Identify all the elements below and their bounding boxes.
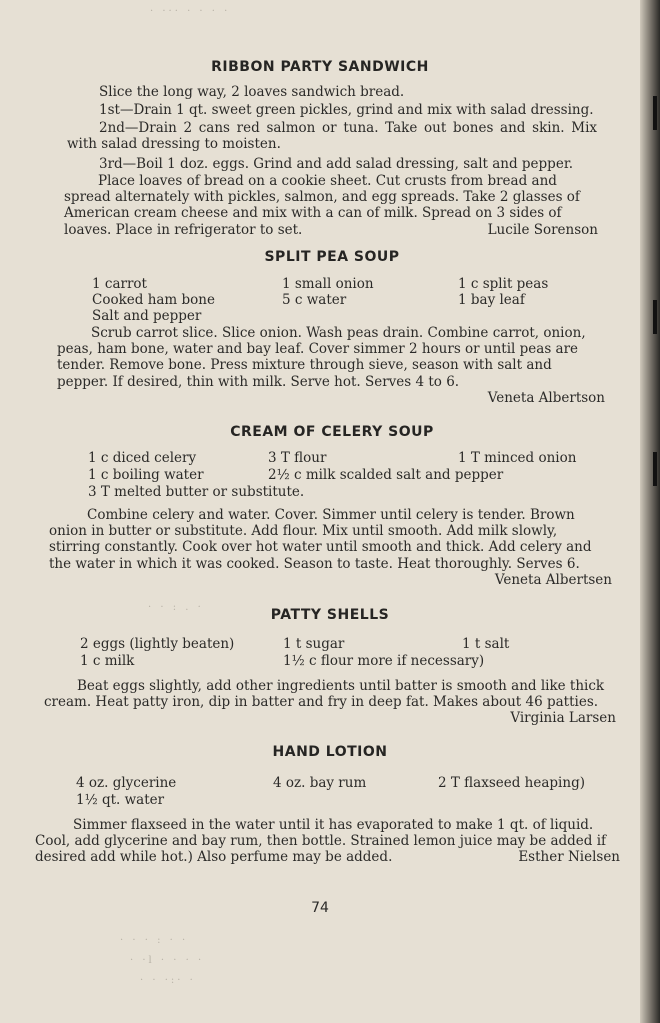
bleed-through-marks: · ·l · · · · bbox=[130, 955, 205, 966]
recipe-directions: Combine celery and water. Cover. Simmer until celery is tender. Brown onion in butter or substitute. Add flour. Mix until smooth. Add milk slowly, stirring constantly. Cook over hot water until smooth and thick. Add celery and the water in which it was cooked. Season to taste. Heat thoroughly. Serves 6. Veneta Albertsen bbox=[49, 507, 612, 588]
bleed-through-marks: · · ·:· · bbox=[140, 975, 196, 986]
recipe-author: Virginia Larsen bbox=[510, 710, 616, 727]
recipe-directions: Simmer flaxseed in the water until it has evaporated to make 1 qt. of liquid. Cool, add glycerine and bay rum, then bottle. Strained lemon juice may be added if desired add while hot.) Also perfume may be added. Esther Nielsen bbox=[35, 817, 620, 866]
recipe-directions: Place loaves of bread on a cookie sheet. Cut crusts from bread and spread alternately with pickles, salmon, and egg spreads. Take 2 glasses of American cream cheese and mix with a can of milk. Spread on 3 sides of loaves. Place in refrigerator to set. Lucile Sorenson bbox=[64, 173, 598, 238]
ingredient: 2 eggs (lightly beaten) bbox=[80, 636, 235, 652]
bleed-through-marks: · ··· · · · · bbox=[150, 6, 231, 17]
page-tab-marker bbox=[653, 96, 657, 130]
ingredient: 2 T flaxseed heaping) bbox=[438, 775, 585, 791]
book-spine-edge bbox=[640, 0, 660, 1023]
recipe-title-patty-shells: PATTY SHELLS bbox=[270, 607, 390, 623]
recipe-title-cream-of-celery-soup: CREAM OF CELERY SOUP bbox=[230, 424, 434, 440]
recipe-line: 3rd—Boil 1 doz. eggs. Grind and add salad dressing, salt and pepper. bbox=[99, 156, 574, 172]
recipe-author: Veneta Albertsen bbox=[494, 571, 612, 588]
ingredient: 1 t salt bbox=[462, 636, 510, 652]
ingredient: 1½ c flour more if necessary) bbox=[283, 653, 485, 669]
ingredient: Salt and pepper bbox=[92, 308, 202, 324]
recipe-author: Esther Nielsen bbox=[518, 849, 620, 866]
recipe-directions: Scrub carrot slice. Slice onion. Wash peas drain. Combine carrot, onion, peas, ham bone, water and bay leaf. Cover simmer 2 hours or until peas are tender. Remove bone. Press mixture through sieve, season with salt and pepper. If desired, thin with milk. Serve hot. Serves 4 to 6. Veneta Albertson bbox=[57, 325, 605, 406]
ingredient: 2½ c milk scalded salt and pepper bbox=[268, 467, 504, 483]
recipe-title-hand-lotion: HAND LOTION bbox=[272, 744, 388, 760]
ingredient: 1 t sugar bbox=[283, 636, 345, 652]
bleed-through-marks: · · : . · bbox=[148, 602, 204, 613]
bleed-through-marks: · · · : · · bbox=[120, 935, 189, 946]
ingredient: 3 T flour bbox=[268, 450, 327, 466]
ingredient: 1 c diced celery bbox=[88, 450, 197, 466]
page-tab-marker bbox=[653, 452, 657, 486]
ingredient: 1 c boiling water bbox=[88, 467, 204, 483]
recipe-title-ribbon-party-sandwich: RIBBON PARTY SANDWICH bbox=[211, 59, 429, 75]
recipe-directions: Beat eggs slightly, add other ingredients until batter is smooth and like thick cream. Heat patty iron, dip in batter and fry in deep fat. Makes about 46 patties. Virginia Larsen bbox=[44, 678, 616, 727]
recipe-line: 2nd—Drain 2 cans red salmon or tuna. Take out bones and skin. Mix with salad dressing to moisten. bbox=[67, 120, 597, 153]
recipe-author: Veneta Albertson bbox=[487, 389, 605, 406]
ingredient: 5 c water bbox=[282, 292, 347, 308]
ingredient: 1 c milk bbox=[80, 653, 135, 669]
recipe-line: 1st—Drain 1 qt. sweet green pickles, grind and mix with salad dressing. bbox=[99, 102, 594, 118]
page-number: 74 bbox=[311, 900, 329, 916]
ingredient: 1½ qt. water bbox=[76, 792, 165, 808]
ingredient: 1 bay leaf bbox=[458, 292, 525, 308]
recipe-title-split-pea-soup: SPLIT PEA SOUP bbox=[264, 249, 400, 265]
page-tab-marker bbox=[653, 300, 657, 334]
ingredient: Cooked ham bone bbox=[92, 292, 215, 308]
ingredient: 4 oz. glycerine bbox=[76, 775, 177, 791]
ingredient: 3 T melted butter or substitute. bbox=[88, 484, 305, 500]
ingredient: 1 small onion bbox=[282, 276, 374, 292]
ingredient: 1 carrot bbox=[92, 276, 147, 292]
recipe-author: Lucile Sorenson bbox=[487, 221, 598, 238]
ingredient: 1 T minced onion bbox=[458, 450, 577, 466]
ingredient: 1 c split peas bbox=[458, 276, 549, 292]
recipe-line: Slice the long way, 2 loaves sandwich bread. bbox=[99, 84, 405, 100]
ingredient: 4 oz. bay rum bbox=[273, 775, 367, 791]
